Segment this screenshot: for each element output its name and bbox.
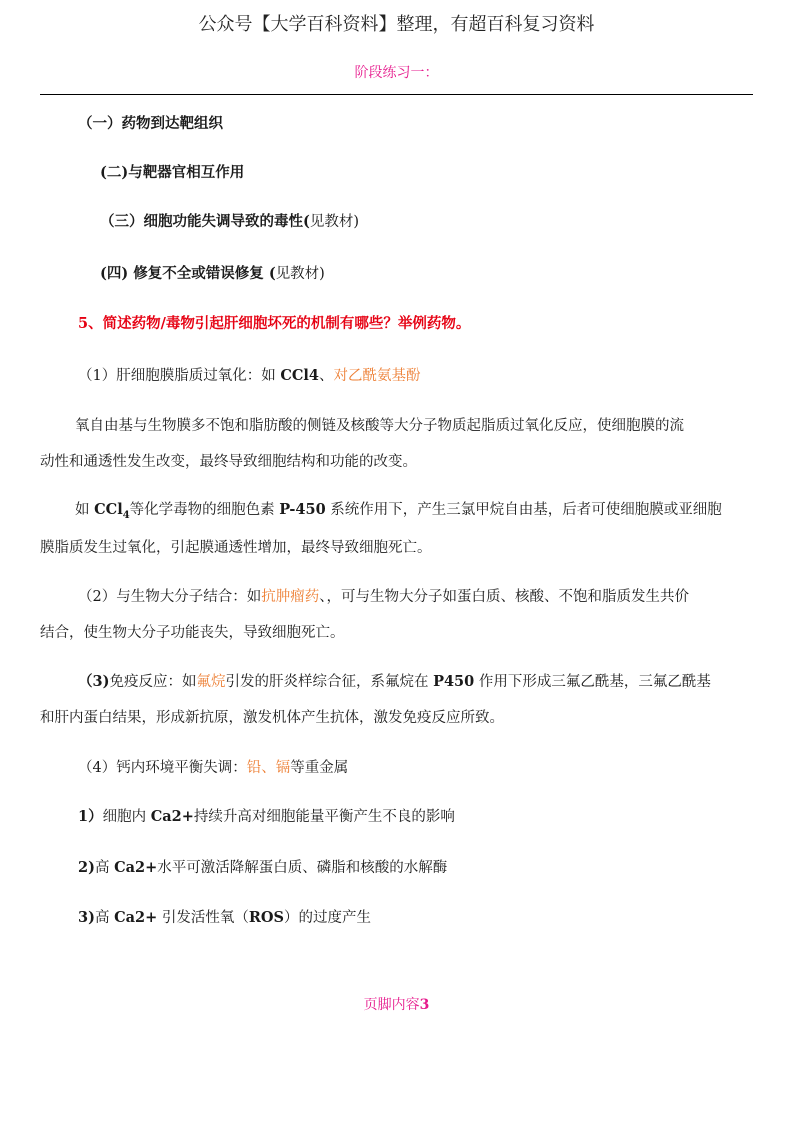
outline-item-1: （一）药物到达靶组织: [78, 115, 223, 132]
calcium-point-2-prefix: 高: [94, 860, 115, 876]
calcium-ion-term: Ca2+: [150, 808, 194, 825]
mechanism-3-rest: 作用下形成三氟乙酰基，三氟乙酰基: [474, 674, 711, 690]
ccl4-formula: CCl: [94, 501, 123, 518]
p450-term-2: P450: [433, 673, 475, 690]
outline-item-2: (二)与靶器官相互作用: [100, 164, 245, 181]
p2-prefix: 如: [75, 502, 95, 518]
calcium-point-1-number: 1）: [78, 808, 103, 825]
mechanism-1-paragraph-2-line-2: 膜脂质发生过氧化，引起膜通透性增加，最终导致细胞死亡。: [40, 540, 432, 556]
drug-example-acetaminophen: 对乙酰氨基酚: [333, 368, 421, 384]
mechanism-3-line-2: 和肝内蛋白结果，形成新抗原，激发机体产生抗体，激发免疫反应所致。: [40, 710, 504, 726]
drug-example-halothane: 氟烷: [196, 674, 226, 690]
outline-item-4-note: 见教材): [275, 266, 325, 282]
outline-item-3-note: 见教材): [309, 214, 360, 230]
mechanism-4-heading: [78, 756, 348, 777]
calcium-point-2-number: 2): [78, 859, 95, 876]
calcium-point-3-prefix: 高: [94, 910, 115, 926]
mechanism-1-paragraph-2-line-1: [75, 498, 722, 521]
outline-item-4: [100, 262, 325, 283]
mechanism-2-line-1: [78, 585, 689, 606]
calcium-ion-term-3: Ca2+: [114, 909, 158, 926]
mechanism-3-number: （3): [78, 673, 110, 690]
mechanism-1-paragraph-1-line-2: 动性和通透性发生改变，最终导致细胞结构和功能的改变。: [40, 454, 417, 470]
mechanism-4-label: （4）钙内环境平衡失调：: [78, 760, 247, 776]
mechanism-3-label: 免疫反应：如: [109, 674, 197, 690]
footer-label: 页脚内容: [363, 997, 420, 1013]
outline-item-3-title: （三）细胞功能失调导致的毒性(: [100, 213, 310, 230]
calcium-point-3-number: 3): [78, 909, 95, 926]
mechanism-1-separator: 、: [319, 368, 334, 384]
calcium-point-2: [78, 856, 447, 877]
calcium-point-3-middle: 引发活性氧（: [157, 910, 249, 926]
page-number: 3: [419, 997, 430, 1013]
calcium-point-1-text: 持续升高对细胞能量平衡产生不良的影响: [193, 809, 455, 825]
header-divider: [40, 94, 753, 95]
mechanism-1-label: （1）肝细胞膜脂质过氧化：如: [78, 368, 281, 384]
mechanism-2-label: （2）与生物大分子结合：如: [78, 589, 262, 605]
ros-term: ROS: [248, 909, 285, 926]
calcium-ion-term-2: Ca2+: [114, 859, 158, 876]
p450-term: P-450: [279, 501, 326, 518]
mechanism-3-line-1: [78, 670, 711, 691]
page-header-title: 公众号【大学百科资料】整理，有超百科复习资料: [198, 14, 595, 35]
calcium-point-3: [78, 906, 371, 927]
mechanism-1-paragraph-1-line-1: 氧自由基与生物膜多不饱和脂肪酸的侧链及核酸等大分子物质起脂质过氧化反应，使细胞膜的流: [75, 418, 684, 434]
mechanism-3-middle: 引发的肝炎样综合征，系氟烷在: [225, 674, 434, 690]
mechanism-2-line-2: 结合，使生物大分子功能丧失，导致细胞死亡。: [40, 625, 345, 641]
mechanism-4-rest: 等重金属: [290, 760, 349, 776]
heavy-metal-examples: 铅、镉: [246, 760, 291, 776]
drug-example-antitumor: 抗肿瘤药: [261, 589, 320, 605]
calcium-point-3-text: ）的过度产生: [284, 910, 372, 926]
mechanism-1-heading: [78, 364, 421, 385]
section-title: 阶段练习一：: [354, 65, 439, 81]
ccl4-subscript: 4: [122, 509, 130, 521]
question-heading: 5、简述药物/毒物引起肝细胞坏死的机制有哪些？举例药物。: [78, 315, 471, 332]
outline-item-4-title: (四) 修复不全或错误修复 (: [100, 265, 276, 282]
calcium-point-1-prefix: 细胞内: [102, 809, 151, 825]
page-footer: [0, 994, 793, 1014]
calcium-point-2-text: 水平可激活降解蛋白质、磷脂和核酸的水解酶: [157, 860, 448, 876]
ccl4-term: CCl4: [280, 367, 320, 384]
calcium-point-1: [78, 805, 455, 826]
outline-item-3: [100, 210, 359, 231]
p2-middle: 等化学毒物的细胞色素: [129, 502, 280, 518]
mechanism-2-rest: 、，可与生物大分子如蛋白质、核酸、不饱和脂质发生共价: [319, 589, 689, 605]
p2-rest: 系统作用下，产生三氯甲烷自由基，后者可使细胞膜或亚细胞: [325, 502, 722, 518]
